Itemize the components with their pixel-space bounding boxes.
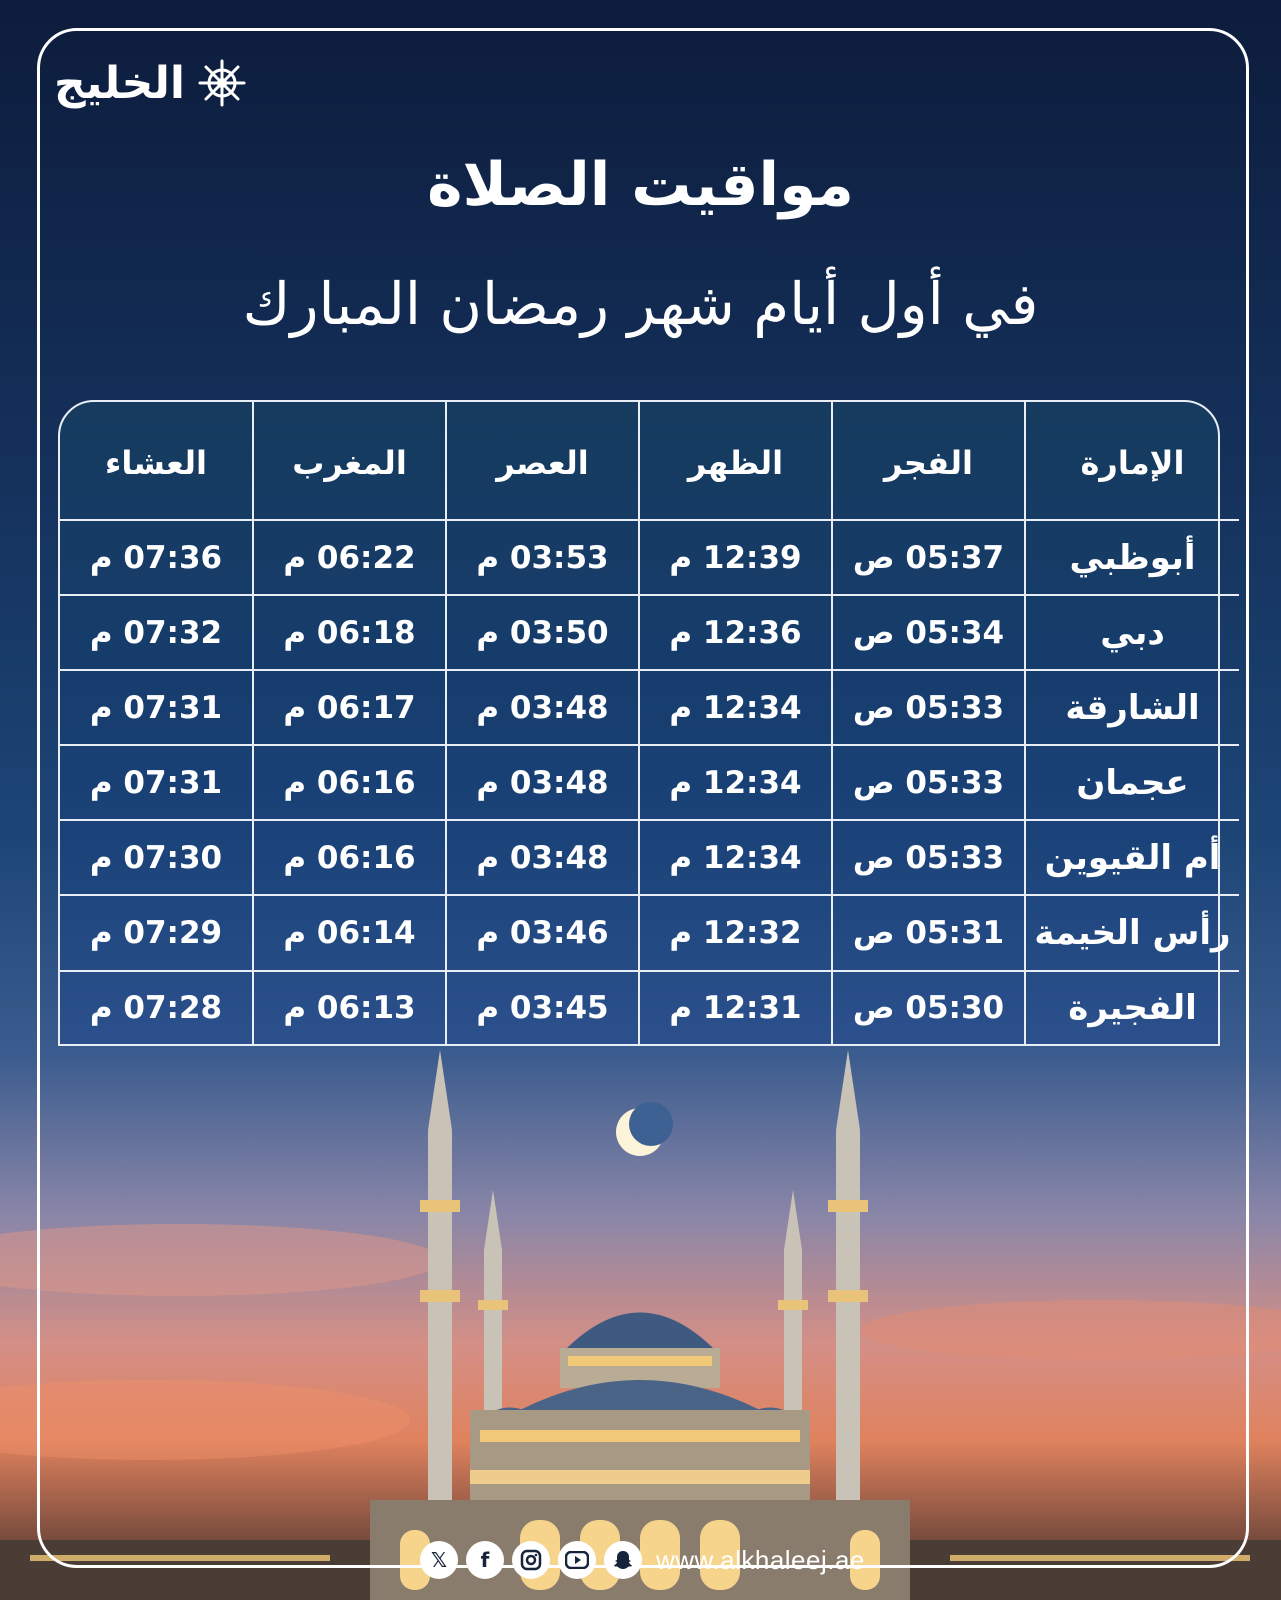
header-fajr: الفجر [832,402,1025,520]
prayer-times-table [58,400,1231,1046]
cell-emirate: الشارقة [1025,670,1239,745]
footer-bar [420,1538,865,1582]
cell-asr: 03:46 م [446,895,639,970]
cell-fajr: 05:37 ص [832,520,1025,595]
cell-fajr: 05:33 ص [832,820,1025,895]
website-link[interactable]: www.alkhaleej.ae [656,1544,865,1575]
cell-emirate: أم القيوين [1025,820,1239,895]
table-header-row [60,402,1239,520]
cell-maghrib: 06:16 م [253,820,446,895]
instagram-icon[interactable] [512,1541,550,1579]
cell-asr: 03:53 م [446,520,639,595]
cell-dhuhr: 12:31 م [639,971,832,1044]
cell-dhuhr: 12:32 م [639,895,832,970]
cell-maghrib: 06:14 م [253,895,446,970]
ship-wheel-icon [197,58,247,108]
cell-emirate: رأس الخيمة [1025,895,1239,970]
cell-emirate: عجمان [1025,745,1239,820]
cell-dhuhr: 12:34 م [639,670,832,745]
table-row [60,895,1239,970]
x-icon[interactable]: 𝕏 [420,1541,458,1579]
cell-asr: 03:48 م [446,745,639,820]
cell-fajr: 05:31 ص [832,895,1025,970]
table-row [60,820,1239,895]
cell-isha: 07:29 م [60,895,253,970]
page-title: مواقيت الصلاة [427,150,854,220]
cell-fajr: 05:30 ص [832,971,1025,1044]
cell-maghrib: 06:13 م [253,971,446,1044]
cell-emirate: دبي [1025,595,1239,670]
cell-emirate: أبوظبي [1025,520,1239,595]
cell-maghrib: 06:17 م [253,670,446,745]
cell-dhuhr: 12:34 م [639,745,832,820]
cell-isha: 07:36 م [60,520,253,595]
cell-asr: 03:50 م [446,595,639,670]
header-dhuhr: الظهر [639,402,832,520]
cell-dhuhr: 12:34 م [639,820,832,895]
cell-fajr: 05:33 ص [832,745,1025,820]
cell-isha: 07:31 م [60,670,253,745]
table-row [60,670,1239,745]
brand-logo [54,52,247,114]
table-row [60,971,1239,1044]
youtube-icon[interactable] [558,1541,596,1579]
cell-isha: 07:30 م [60,820,253,895]
table-row [60,745,1239,820]
header-asr: العصر [446,402,639,520]
snapchat-icon[interactable] [604,1541,642,1579]
cell-isha: 07:28 م [60,971,253,1044]
facebook-icon[interactable]: f [466,1541,504,1579]
logo-text: الخليج [54,57,185,109]
header-maghrib: المغرب [253,402,446,520]
cell-asr: 03:48 م [446,820,639,895]
cell-fajr: 05:34 ص [832,595,1025,670]
cell-isha: 07:32 م [60,595,253,670]
cell-asr: 03:48 م [446,670,639,745]
cell-fajr: 05:33 ص [832,670,1025,745]
cell-maghrib: 06:22 م [253,520,446,595]
page-subtitle: في أول أيام شهر رمضان المبارك [242,270,1039,338]
header-emirate: الإمارة [1025,402,1239,520]
table-row [60,520,1239,595]
cell-isha: 07:31 م [60,745,253,820]
cell-emirate: الفجيرة [1025,971,1239,1044]
cell-asr: 03:45 م [446,971,639,1044]
cell-dhuhr: 12:36 م [639,595,832,670]
cell-maghrib: 06:16 م [253,745,446,820]
cell-maghrib: 06:18 م [253,595,446,670]
cell-dhuhr: 12:39 م [639,520,832,595]
header-isha: العشاء [60,402,253,520]
table-row [60,595,1239,670]
